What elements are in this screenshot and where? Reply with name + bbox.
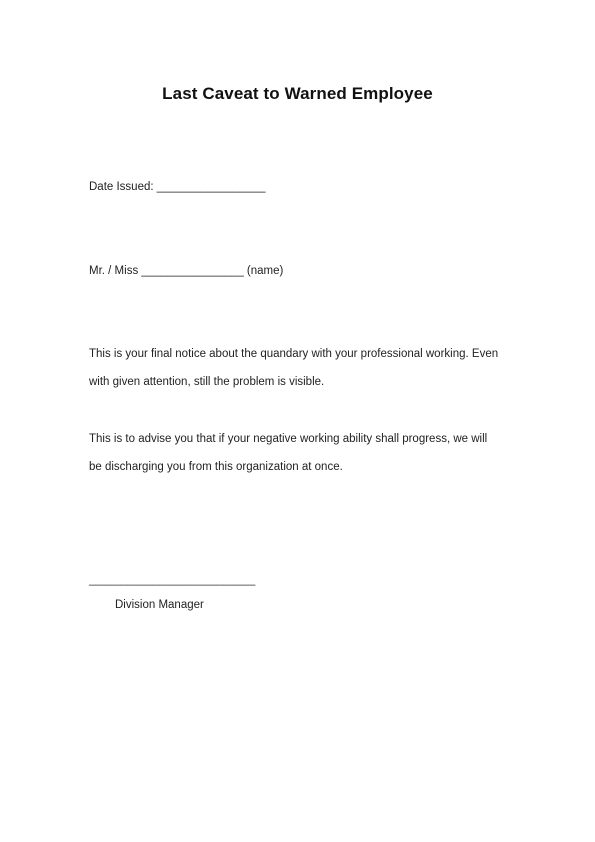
recipient-name-line: Mr. / Miss ________________ (name): [89, 265, 284, 277]
paragraph-1-line-2: with given attention, still the problem is visible.: [89, 376, 325, 388]
paragraph-1-line-1: This is your final notice about the quandary with your professional working. Even: [89, 348, 499, 360]
paragraph-2-line-2: be discharging you from this organization at once.: [89, 461, 343, 473]
signer-title: Division Manager: [115, 599, 204, 611]
paragraph-2-line-1: This is to advise you that if your negative working ability shall progress, we will: [89, 433, 488, 445]
document-title: Last Caveat to Warned Employee: [162, 84, 433, 103]
date-issued-line: Date Issued: _________________: [89, 181, 266, 193]
signature-line: __________________________: [89, 574, 256, 586]
